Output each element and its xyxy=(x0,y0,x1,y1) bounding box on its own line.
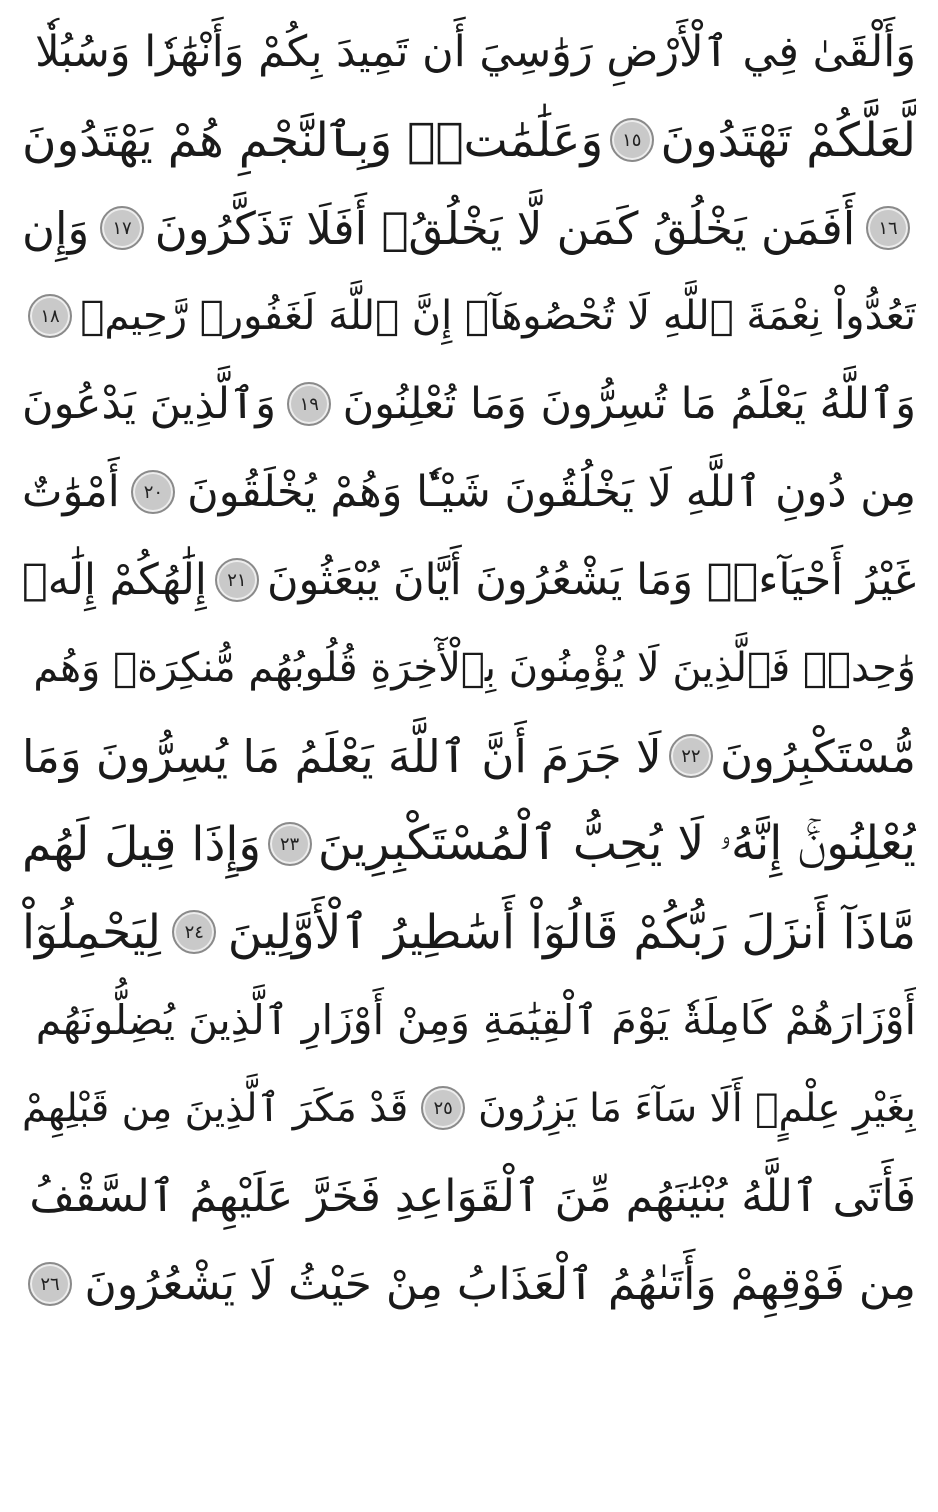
ayah-number-marker: ١٩ xyxy=(287,382,331,426)
verse-text: بِغَيْرِ عِلْمٍۗ أَلَا سَآءَ مَا يَزِرُونَ xyxy=(478,1085,916,1131)
verse-text: تَعُدُّواْ نِعْمَةَ ٱللَّهِ لَا تُحْصُوهَآۗ إِنَّ ٱللَّهَ لَغَفُورٞ رَّحِيمٞ xyxy=(80,293,916,339)
ayah-number-marker: ١٧ xyxy=(100,206,144,250)
ayah-number-marker: ٢٥ xyxy=(421,1086,465,1130)
verse-text: وَٱلَّذِينَ يَدْعُونَ xyxy=(22,379,276,429)
verse-text: لِيَحْمِلُوٓاْ xyxy=(22,904,161,960)
verse-text: وَعَلَٰمَٰتٖۚ وَبِٱلنَّجْمِ هُمْ يَهْتَدُونَ xyxy=(22,112,604,168)
verse-line xyxy=(22,360,916,448)
verse-text: وَإِذَا قِيلَ لَهُم xyxy=(22,816,262,872)
verse-line xyxy=(22,1240,916,1328)
verse-text: أَفَمَن يَخْلُقُ كَمَن لَّا يَخْلُقُۚ أَفَلَا تَذَكَّرُونَ xyxy=(154,201,856,255)
ayah-number-marker: ٢٢ xyxy=(669,734,713,778)
ayah-number-marker: ٢١ xyxy=(215,558,259,602)
verse-text: مِن فَوْقِهِمْ وَأَتَىٰهُمُ ٱلْعَذَابُ مِنْ حَيْثُ لَا يَشْعُرُونَ xyxy=(84,1258,916,1310)
verse-text: قَدْ مَكَرَ ٱلَّذِينَ مِن قَبْلِهِمْ xyxy=(22,1085,409,1131)
verse-text: وَٱللَّهُ يَعْلَمُ مَا تُسِرُّونَ وَمَا تُعْلِنُونَ xyxy=(342,379,916,429)
verse-text: أَوْزَارَهُمْ كَامِلَةٗ يَوْمَ ٱلْقِيَٰمَةِ وَمِنْ أَوْزَارِ ٱلَّذِينَ يُضِلُّونَهُم xyxy=(35,996,916,1044)
verse-text: مَّاذَآ أَنزَلَ رَبُّكُمْ قَالُوٓاْ أَسَٰطِيرُ ٱلْأَوَّلِينَ xyxy=(227,904,916,960)
verse-text: وَأَلْقَىٰ فِي ٱلْأَرْضِ رَوَٰسِيَ أَن تَمِيدَ بِكُمْ وَأَنْهَٰرٗا وَسُبُلٗا xyxy=(35,27,916,77)
verse-line xyxy=(22,8,916,96)
ayah-number-marker: ٢٣ xyxy=(268,822,312,866)
verse-line xyxy=(22,96,916,184)
verse-text: يُعْلِنُونَۚ إِنَّهُۥ لَا يُحِبُّ ٱلْمُسْتَكْبِرِينَ xyxy=(317,816,916,871)
ayah-number-marker: ٢٤ xyxy=(172,910,216,954)
verse-text: مِن دُونِ ٱللَّهِ لَا يَخْلُقُونَ شَيْـٔٗا وَهُمْ يُخْلَقُونَ xyxy=(187,467,916,517)
verse-line xyxy=(22,624,916,712)
verse-line xyxy=(22,1064,916,1152)
verse-text: مُّسْتَكْبِرُونَ xyxy=(720,729,916,783)
ayah-number-marker: ٢٦ xyxy=(28,1262,72,1306)
verse-line xyxy=(22,976,916,1064)
verse-text: إِلَٰهُكُمْ إِلَٰهٞ xyxy=(22,555,207,605)
ayah-number-marker: ٢٠ xyxy=(131,470,175,514)
verse-text: لَا جَرَمَ أَنَّ ٱللَّهَ يَعْلَمُ مَا يُسِرُّونَ وَمَا xyxy=(22,729,662,783)
ayah-number-marker: ١٨ xyxy=(28,294,72,338)
verse-text: فَأَتَى ٱللَّهُ بُنْيَٰنَهُم مِّنَ ٱلْقَوَاعِدِ فَخَرَّ عَلَيْهِمُ ٱلسَّقْفُ xyxy=(29,1170,916,1222)
verse-text: لَّعَلَّكُمْ تَهْتَدُونَ xyxy=(660,112,916,168)
verse-line xyxy=(22,712,916,800)
verse-text: وَإِن xyxy=(22,201,90,255)
verse-line xyxy=(22,888,916,976)
verse-text: أَمْوَٰتٌ xyxy=(22,467,120,517)
verse-line xyxy=(22,272,916,360)
verse-line xyxy=(22,800,916,888)
ayah-number-marker: ١٦ xyxy=(866,206,910,250)
verse-text: وَٰحِدٞۚ فَٱلَّذِينَ لَا يُؤْمِنُونَ بِٱلْأٓخِرَةِ قُلُوبُهُم مُّنكِرَةٞ وَهُم xyxy=(33,645,916,691)
verse-line xyxy=(22,448,916,536)
verse-line xyxy=(22,1152,916,1240)
verse-line xyxy=(22,184,916,272)
verse-line xyxy=(22,536,916,624)
ayah-number-marker: ١٥ xyxy=(610,118,654,162)
verse-text: غَيْرُ أَحْيَآءٖۖ وَمَا يَشْعُرُونَ أَيَّانَ يُبْعَثُونَ xyxy=(266,555,916,605)
